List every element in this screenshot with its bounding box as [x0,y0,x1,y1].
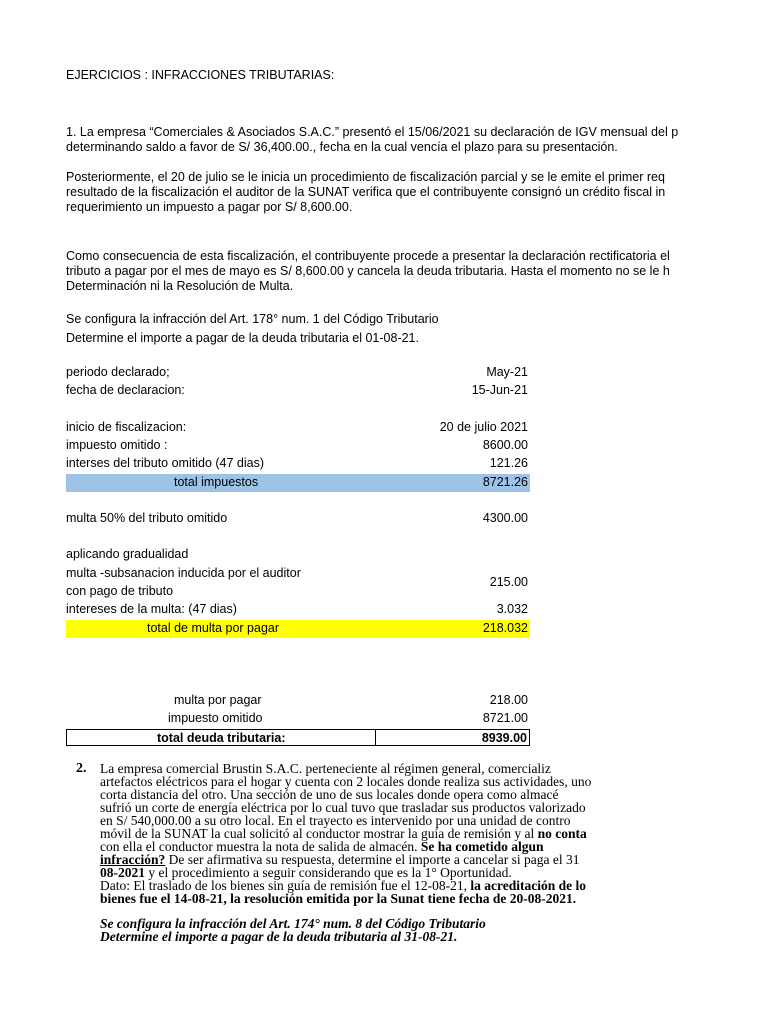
row-value: 121.26 [489,456,528,470]
text-run: móvil de la SUNAT la cual solicitó al conductor mostrar la guía de remisión y al [100,826,538,841]
bold-run: bienes fue el 14-08-21, la resolución emitida por la Sunat tiene fecha de 20-08-2021. [100,891,577,906]
text-line [100,892,591,905]
text-line: sufrió un corte de energía eléctrica por lo cual tuvo que trasladar sus productos valorizado [100,800,586,815]
row-intereses-multa [66,601,530,619]
exercise1-paragraph2 [66,170,665,215]
row-label: multa 50% del tributo omitido [66,511,228,525]
row-label: impuesto omitido : [66,438,168,452]
text-run: De ser afirmativa su respuesta, determine el importe a cancelar si paga el 31 [165,852,580,867]
row-label: multa -subsanacion inducida por el auditor [66,566,301,580]
row-value: 8939.00 [481,731,527,745]
text-line: Determinación ni la Resolución de Multa. [66,279,294,293]
row-inicio [66,419,530,437]
row-label: inicio de fiscalizacion: [66,420,187,434]
row-label: total impuestos [174,475,259,489]
text-run: y el procedimiento a seguir considerando que es la 1° Oportunidad. [145,865,512,880]
row-multa50 [66,510,530,528]
row-label: con pago de tributo [66,584,174,598]
row-label: periodo declarado; [66,365,170,379]
row-value: 20 de julio 2021 [439,420,528,434]
row-fecha [66,382,530,400]
exercise2-number: 2. [76,761,87,776]
bold-run: la acreditación de lo [470,878,587,893]
text-line: en S/ 540,000.00 a su otro local. En el trayecto es intervenido por una unidad de contro [100,813,571,828]
row-label: impuesto omitido [168,711,263,725]
row-label: fecha de declaracion: [66,383,185,397]
row-value: 3.032 [496,602,528,616]
row-total-impuestos [66,474,530,492]
exercise2-determine: Determine el importe a pagar de la deuda tributaria al 31-08-21. [100,929,458,944]
row-periodo [66,364,530,382]
row-value: 15-Jun-21 [471,383,528,397]
text-line: La empresa comercial Brustin S.A.C. perteneciente al régimen general, comercializ [100,761,551,776]
row-gradualidad [66,546,530,564]
row-multa-pagar [66,692,530,710]
row-value: 218.00 [489,693,528,707]
row-impuesto-omitido [66,710,530,728]
exercise1-determine: Determine el importe a pagar de la deuda tributaria el 01-08-21. [66,331,419,345]
text-run: Dato: El traslado de los bienes sin guía de remisión fue el 12-08-21, [100,878,471,893]
row-value: 8721.26 [482,475,528,489]
row-value: 8721.00 [482,711,528,725]
text-line: determinando saldo a favor de S/ 36,400.00., fecha en la cual vencía el plazo para su presentación. [66,140,618,154]
row-value: 215.00 [489,575,528,589]
bold-run: Se ha cometido algun [420,839,544,854]
text-line: requerimiento un impuesto a pagar por S/ 8,600.00. [66,200,353,214]
text-line: tributo a pagar por el mes de mayo es S/ 8,600.00 y cancela la deuda tributaria. Hasta el momento no se le h [66,264,670,278]
row-impuesto [66,437,530,455]
row-value: 218.032 [482,621,528,635]
text-line: corta distancia del otro. Una sección de uno de sus locales donde opera como almacé [100,787,559,802]
row-label: intereses de la multa: (47 dias) [66,602,237,616]
bold-run: no conta [537,826,587,841]
cell-divider [375,730,376,745]
text-line: artefactos eléctricos para el hogar y cuenta con 2 locales donde realiza sus actividades, uno [100,774,592,789]
row-total-deuda [66,729,530,746]
row-label: aplicando gradualidad [66,547,189,561]
text-line: Posteriormente, el 20 de julio se le inicia un procedimiento de fiscalización parcial y se le emite el primer req [66,170,665,184]
text-line: 1. La empresa “Comerciales & Asociados S.A.C.” presentó el 15/06/2021 su declaración de IGV mensual del p [66,125,679,139]
row-subsanacion [66,565,530,601]
exercise1-paragraph1 [66,125,678,155]
row-label: total de multa por pagar [147,621,280,635]
row-label: multa por pagar [174,693,262,707]
row-label: interses del tributo omitido (47 dias) [66,456,265,470]
row-label: total deuda tributaria: [157,731,286,745]
text-line: resultado de la fiscalización el auditor de la SUNAT verifica que el contribuyente consignó un crédito fiscal in [66,185,666,199]
row-value: May-21 [486,365,528,379]
exercise2-text [100,762,591,943]
bold-run: infracción? [100,852,166,867]
text-line: Como consecuencia de esta fiscalización, el contribuyente procede a presentar la declaración rectificatoria el [66,249,670,263]
exercise2-config: Se configura la infracción del Art. 174° num. 8 del Código Tributario [100,916,486,931]
text-run: con ella el conductor muestra la nota de salida de almacén. [100,839,421,854]
row-value: 4300.00 [482,511,528,525]
row-intereses [66,455,530,473]
row-total-multa [66,620,530,638]
exercise1-config: Se configura la infracción del Art. 178° num. 1 del Código Tributario [66,312,439,326]
bold-run: 08-2021 [100,865,145,880]
row-value: 8600.00 [482,438,528,452]
document-heading: EJERCICIOS : INFRACCIONES TRIBUTARIAS: [66,68,335,82]
exercise1-paragraph3 [66,249,670,294]
